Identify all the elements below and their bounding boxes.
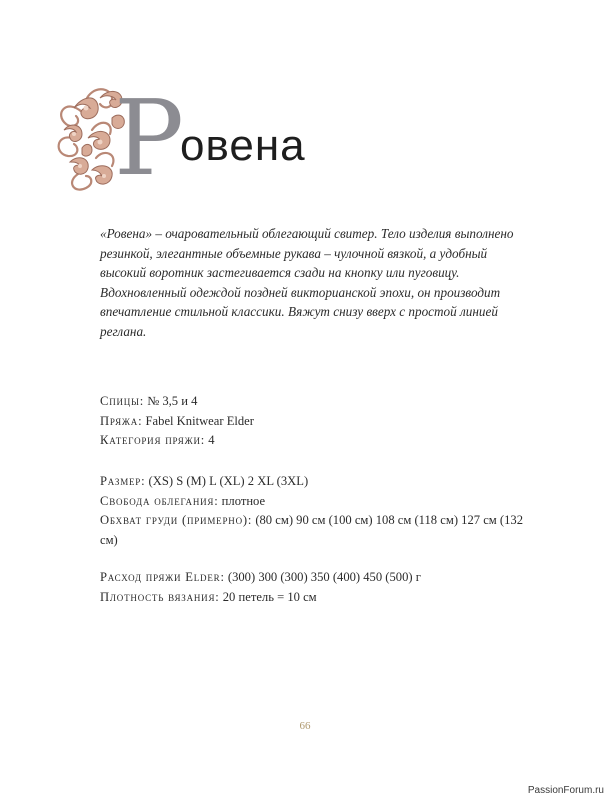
spec-label: Категория пряжи: <box>100 433 206 447</box>
spec-value: плотное <box>218 493 266 508</box>
spec-gauge <box>100 588 540 608</box>
spec-label: Обхват груди (примерно): <box>100 513 253 527</box>
spec-size <box>100 472 540 492</box>
spec-ease <box>100 492 540 512</box>
pattern-title <box>52 78 352 198</box>
title-initial: Р <box>114 77 184 199</box>
yarn-usage-group <box>100 568 540 607</box>
spec-label: Свобода облегания: <box>100 493 219 508</box>
spec-label: Размер: <box>100 474 146 488</box>
spec-yarn-category <box>100 431 540 451</box>
spec-value: 20 петель = 10 см <box>219 589 317 604</box>
spec-value: Fabel Knitwear Elder <box>142 413 254 428</box>
sizing-group <box>100 472 540 550</box>
spec-value: 4 <box>205 433 215 447</box>
spec-value: (80 см) 90 см (100 см) 108 см (118 см) 127 см (132 см) <box>100 513 523 547</box>
spec-value: (300) 300 (300) 350 (400) 450 (500) г <box>224 570 421 584</box>
watermark: PassionForum.ru <box>527 785 604 796</box>
spec-label: Плотность вязания: <box>100 589 220 604</box>
materials-group <box>100 392 540 451</box>
spec-label: Спицы: <box>100 394 145 408</box>
spec-label: Пряжа: <box>100 413 143 428</box>
intro-paragraph: «Ровена» – очаровательный облегающий свитер. Тело изделия выполнено резинкой, элегантные объемные рукава – чулочной вязкой, а удобный высокий воротник застегивается сзади на кнопку или пуговицу. Вдохновленный одеждой поздней викторианской эпохи, он производит впечатление стильной классики. Вяжут снизу вверх с простой линией реглана. <box>100 226 514 339</box>
spec-yarn <box>100 412 540 432</box>
spec-bust <box>100 511 540 550</box>
title-text: овена <box>180 121 306 170</box>
spec-value: (XS) S (M) L (XL) 2 XL (3XL) <box>145 474 309 488</box>
spec-label: Расход пряжи Elder: <box>100 570 225 584</box>
spec-yarn-amount <box>100 568 540 588</box>
page-number: 66 <box>299 720 311 732</box>
spec-needles <box>100 392 540 412</box>
spec-value: № 3,5 и 4 <box>144 394 198 408</box>
